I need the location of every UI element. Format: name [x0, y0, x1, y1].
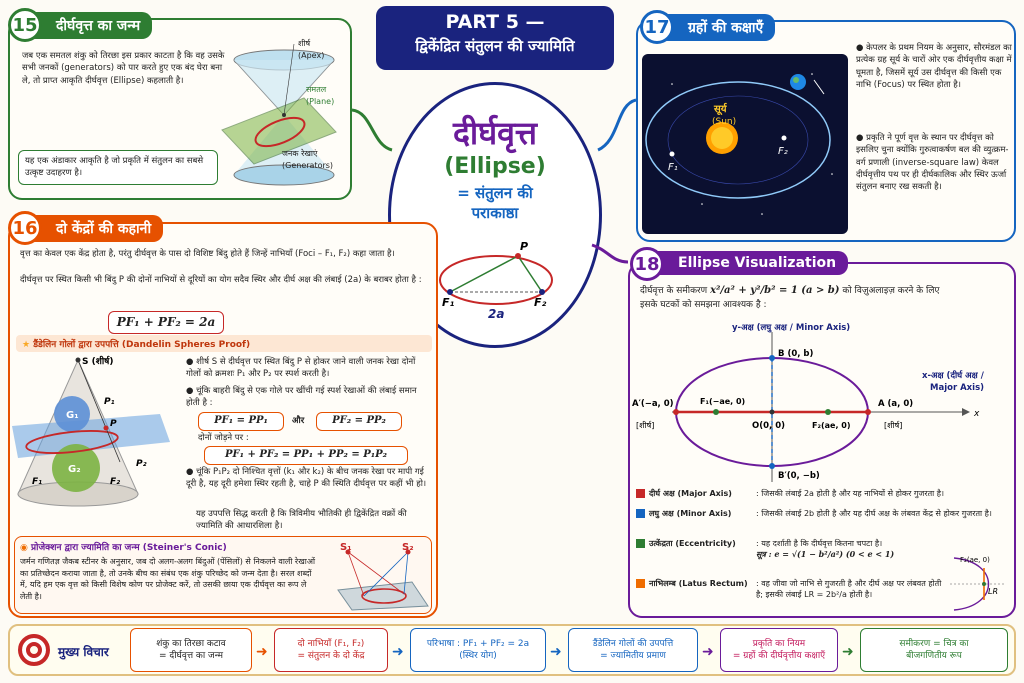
orbit-label-F1: F₁	[668, 162, 678, 173]
header-line1: PART 5 —	[445, 11, 545, 33]
viz-label-Ap: A′(−a, 0)	[632, 399, 674, 409]
latus-rectum-diagram	[950, 554, 1010, 614]
viz-label-F2: F₂(ae, 0)	[812, 421, 851, 430]
orbit-label-sun: सूर्य	[714, 104, 727, 115]
dandelin-join: दोनों जोड़ने पर :	[198, 433, 249, 443]
panel-16-equation: PF₁ + PF₂ = 2a	[108, 311, 224, 334]
steiner-label-S1: S₁	[340, 542, 352, 553]
orbit-label-F2: F₂	[778, 146, 788, 157]
latus-label-LR: LR	[988, 587, 999, 596]
panel-15-number: 15	[8, 8, 42, 42]
swatch-minor	[636, 509, 645, 518]
panel-18-title: Ellipse Visualization	[652, 251, 848, 275]
center-subtitle: (Ellipse)	[444, 154, 546, 179]
dandelin-bullet-2: ● चूंकि बाहरी बिंदु से एक गोले पर खींची गई स्पर्श रेखाओं की लंबाई समान होती है :	[186, 386, 417, 409]
latus-label-F2: F₂(ae, 0)	[960, 556, 990, 564]
dandelin-and: और	[292, 416, 305, 426]
dandelin-label-P: P	[110, 419, 117, 429]
property-row-eccentricity: उत्केंद्रता (Eccentricity) : यह दर्शाती है कि दीर्घवृत्त कितना चपटा है। सूत्र : e = √(1 − b²/a²) (0 < e < 1)	[636, 538, 1008, 560]
footer-step-1: शंकु का तिरछा कटाव = दीर्घवृत्त का जन्म	[130, 628, 252, 672]
center-label-F2: F₂	[534, 296, 547, 309]
dandelin-title: डैंडेलिन गोलों द्वारा उपपत्ति (Dandelin Spheres Proof)	[33, 340, 251, 350]
dandelin-label-P2: P₂	[136, 459, 147, 469]
property-row-minor: लघु अक्ष (Minor Axis) : जिसकी लंबाई 2b होती है और यह दीर्घ अक्ष के लंबवत केंद्र से होकर गुजरता है।	[636, 508, 1008, 519]
footer-step-4: डैंडेलिन गोलों की उपपत्ति = ज्यामितीय प्रमाण	[568, 628, 698, 672]
steiner-label-S2: S₂	[402, 542, 414, 553]
header-line2: द्विकेंद्रित संतुलन की ज्यामिति	[415, 37, 575, 55]
center-label-P: P	[520, 240, 529, 253]
swatch-major	[636, 489, 645, 498]
swatch-eccentricity	[636, 539, 645, 548]
panel-15-title: दीर्घवृत्त का जन्म	[30, 12, 152, 39]
steiner-diagram	[332, 540, 432, 610]
arrow-icon-1: ➜	[256, 644, 268, 660]
arrow-icon-2: ➜	[392, 644, 404, 660]
viz-label-O: O(0, 0)	[752, 421, 786, 431]
panel-16-text1: वृत्त का केवल एक केंद्र होता है, परंतु दीर्घवृत्त के पास दो विशिष्ट बिंदु होते हैं जिन्हें नाभियाँ (Foci – F₁, F₂) कहा जाता है।	[20, 249, 395, 259]
footer-step-3: परिभाषा : PF₁ + PF₂ = 2a (स्थिर योग)	[410, 628, 546, 672]
dandelin-bullet-1: ● शीर्ष S से दीर्घवृत्त पर स्थित बिंदु P से होकर जाने वाली जनक रेखा दोनों गोलों को क्रमशः P₁ और P₂ पर स्पर्श करती है।	[186, 357, 416, 380]
dandelin-eq-sum: PF₁ + PF₂ = PP₁ + PP₂ = P₁P₂	[204, 446, 408, 465]
viz-label-y-axis: y-अक्ष (लघु अक्ष / Minor Axis)	[732, 323, 851, 333]
cone-label-plane: समतल (Plane)	[306, 85, 335, 106]
viz-label-B: B (0, b)	[778, 349, 814, 359]
dandelin-label-P1: P₁	[104, 397, 115, 407]
viz-label-F1: F₁(−ae, 0)	[700, 397, 746, 406]
viz-label-x-axis1: x-अक्ष (दीर्घ अक्ष /	[922, 371, 984, 381]
swatch-latus	[636, 579, 645, 588]
p18-intro: दीर्घवृत्त के समीकरण x²/a² + y²/b² = 1 (a > b) को विज़ुअलाइज़ करने के लिए इसके घटकों को समझना आवश्यक है :	[640, 285, 940, 310]
dandelin-diagram	[10, 354, 180, 514]
center-tag2: पराकाष्ठा	[471, 204, 519, 222]
orbit-bullet-1: ● केपलर के प्रथम नियम के अनुसार, सौरमंडल का प्रत्येक ग्रह सूर्य के चारों ओर एक दीर्घवृत्तीय कक्षा में घूमता है, जिसमें सूर्य उस दीर्घवृत्त की किसी एक नाभि (Focus) पर स्थित होता है।	[856, 43, 1012, 90]
cone-label-apex: शीर्ष (Apex)	[298, 39, 325, 60]
panel-16-text2: दीर्घवृत्त पर स्थित किसी भी बिंदु P की दोनों नाभियों से दूरियों का योग सदैव स्थिर और दीर्घ अक्ष की लंबाई (2a) के बराबर होता है :	[20, 275, 422, 285]
dandelin-label-G1: G₁	[66, 410, 79, 421]
dandelin-title-bar	[16, 335, 432, 352]
property-row-major: दीर्घ अक्ष (Major Axis) : जिसकी लंबाई 2a होती है और यह नाभियों से होकर गुजरता है।	[636, 488, 1008, 499]
footer-title: मुख्य विचार	[58, 645, 109, 659]
panel-16-number: 16	[8, 211, 42, 245]
viz-label-Bp: B′(0, −b)	[778, 471, 820, 481]
arrow-icon-3: ➜	[550, 644, 562, 660]
viz-label-vertex-right: [शीर्ष]	[884, 421, 903, 430]
center-label-2a: 2a	[488, 307, 505, 321]
panel-17-title: ग्रहों की कक्षाएँ	[662, 14, 775, 41]
target-icon	[18, 634, 50, 666]
p18-equation: x²/a² + y²/b² = 1 (a > b)	[710, 285, 840, 296]
dandelin-label-F2: F₂	[110, 477, 121, 487]
orbit-diagram	[642, 54, 848, 234]
dandelin-bullet-4: यह उपपत्ति सिद्ध करती है कि त्रिविमीय भौतिकी ही द्विकेंद्रित वक्रों की ज्यामिति की आधारशिला है।	[196, 509, 407, 532]
orbit-bullet-2: ● प्रकृति ने पूर्ण वृत्त के स्थान पर दीर्घवृत्त को इसलिए चुना क्योंकि गुरुत्वाकर्षण बल की व्युत्क्रम-वर्ग प्रणाली (inverse-square law) केवल दीर्घवृत्तीय पथ पर ही दीर्घकालिक और स्थिर ऊर्जा संतुलन बनाए रख सकती है।	[856, 133, 1009, 193]
dandelin-eq-b: PF₂ = PP₂	[316, 412, 402, 431]
panel-17-number: 17	[640, 10, 674, 44]
viz-label-x-axis2: Major Axis)	[930, 383, 985, 393]
dandelin-label-S: S (शीर्ष)	[82, 357, 114, 367]
panel-16-title: दो केंद्रों की कहानी	[30, 215, 163, 242]
arrow-icon-5: ➜	[842, 644, 854, 660]
center-tag1: = संतुलन की	[457, 184, 533, 202]
property-row-latus: नाभिलम्ब (Latus Rectum) : वह जीवा जो नाभि से गुजरती है और दीर्घ अक्ष पर लंबवत होती है; इसकी लंबाई LR = 2b²/a होती है।	[636, 578, 944, 600]
center-title: दीर्घवृत्त	[452, 114, 538, 152]
footer-step-2: दो नाभियाँ (F₁, F₂) = संतुलन के दो केंद्र	[274, 628, 388, 672]
arrow-icon-4: ➜	[702, 644, 714, 660]
viz-label-x: x	[974, 409, 980, 419]
panel-15-note: यह एक अंडाकार आकृति है जो प्रकृति में संतुलन का सबसे उत्कृष्ट उदाहरण है।	[18, 150, 218, 185]
footer-step-6: समीकरण = चित्र का बीजगणितीय रूप	[860, 628, 1008, 672]
dandelin-bullet-3: ● चूंकि P₁P₂ दो निश्चित वृत्तों (k₁ और k₂) के बीच जनक रेखा पर मापी गई दूरी है, यह दूरी हमेशा स्थिर रहती है, चाहे P की स्थिति दीर्घवृत्त पर कहीं भी हो।	[186, 467, 427, 490]
footer-step-5: प्रकृति का नियम = ग्रहों की दीर्घवृत्तीय कक्षाएँ	[720, 628, 838, 672]
star-icon: ★	[22, 340, 31, 350]
viz-label-vertex-left: [शीर्ष]	[636, 421, 655, 430]
projector-icon: ◉	[20, 543, 28, 553]
dandelin-eq-a: PF₁ = PP₁	[198, 412, 284, 431]
dandelin-label-F1: F₁	[32, 477, 43, 487]
ellipse-visualization	[632, 322, 1012, 482]
orbit-label-sun-en: (Sun)	[712, 117, 737, 127]
steiner-text: जर्मन गणितज्ञ जैकब स्टीनर के अनुसार, जब दो अलग-अलग बिंदुओं (पेंसिलों) से निकलने वाली रेखाओं का प्रतिच्छेदन कराया जाता है, तो उनके बीच का संबंध एक शंकु परिच्छेद को जन्म देता है। सरल शब्दों में, यदि हम एक वृत्त को किसी विशेष कोण पर प्रोजेक्ट करें, तो उसकी छाया एक दीर्घवृत्त का रूप ले लेती है।	[20, 557, 315, 601]
center-label-F1: F₁	[442, 296, 455, 309]
panel-15-text: जब एक समतल शंकु को तिरछा इस प्रकार काटता है कि वह उसके सभी जनकों (generators) को पार करते हुए एक बंद घेरा बना ले, तो प्राप्त आकृति दीर्घवृत्त (Ellipse) कहलाती है।	[22, 51, 225, 86]
steiner-title: ◉ प्रोजेक्शन द्वारा ज्यामिति का जन्म (Steiner's Conic)	[20, 543, 227, 553]
viz-label-A: A (a, 0)	[878, 399, 914, 409]
panel-18-number: 18	[630, 247, 664, 281]
cone-label-generators: जनक रेखाएं (Generators)	[282, 149, 334, 170]
dandelin-label-G2: G₂	[68, 464, 81, 475]
